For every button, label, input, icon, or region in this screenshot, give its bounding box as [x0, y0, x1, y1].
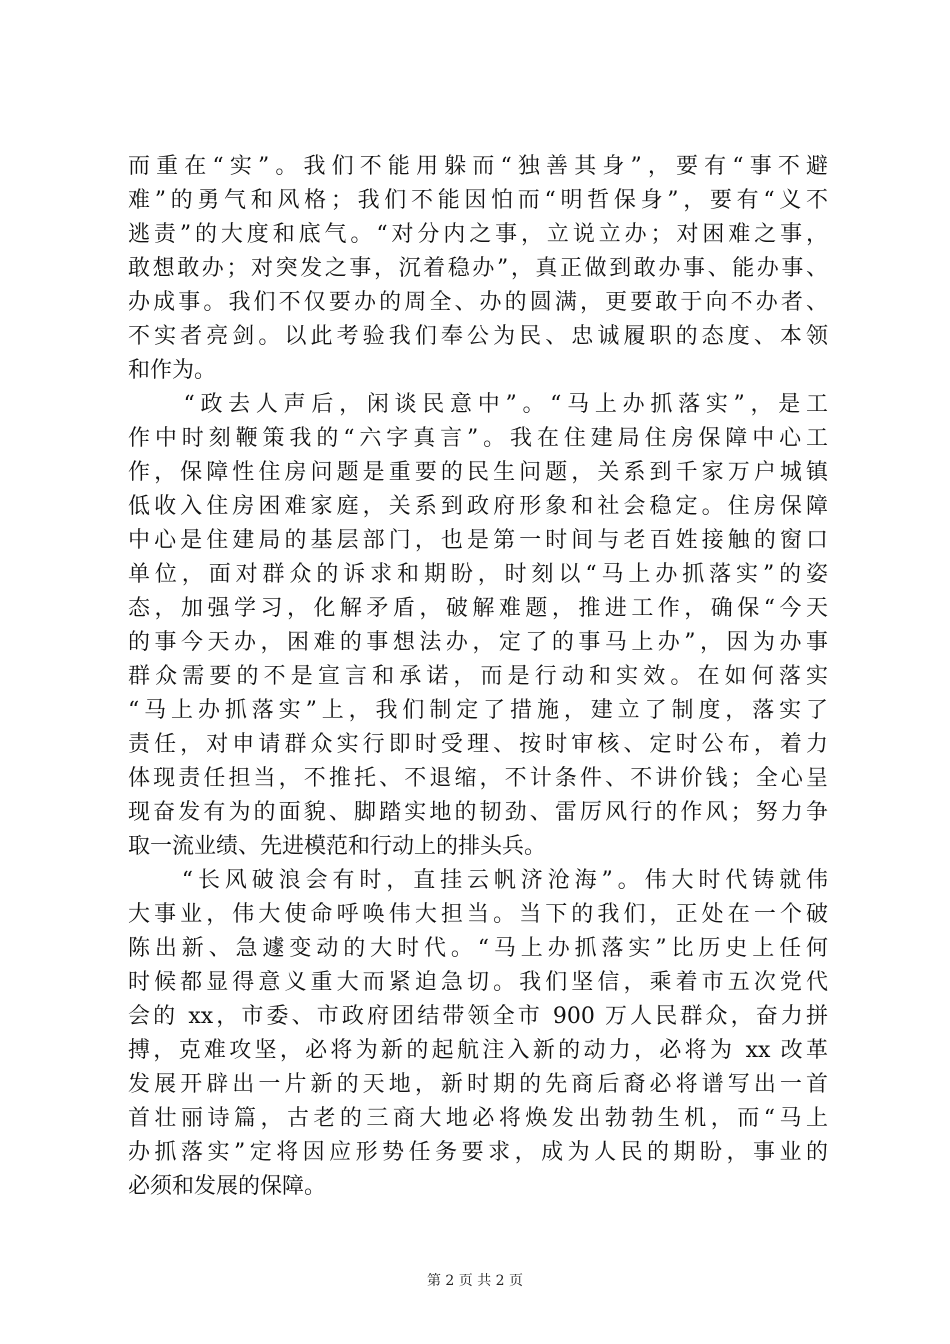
body-text	[128, 150, 828, 1204]
text-line: 的事今天办，困难的事想法办，定了的事马上办”，因为办事	[128, 630, 828, 655]
text-line: 单位，面对群众的诉求和期盼，时刻以“马上办抓落实”的姿	[128, 562, 828, 587]
text-line: 时候都显得意义重大而紧迫急切。我们坚信，乘着市五次党代	[128, 970, 828, 995]
text-line: 发展开辟出一片新的天地，新时期的先商后裔必将谱写出一首	[128, 1072, 828, 1097]
text-line: 和作为。	[128, 358, 217, 383]
text-line: 作中时刻鞭策我的“六字真言”。我在住建局住房保障中心工	[128, 426, 828, 451]
text-line: 作，保障性住房问题是重要的民生问题，关系到千家万户城镇	[128, 460, 828, 485]
text-line: 敢想敢办；对突发之事，沉着稳办”，真正做到敢办事、能办事、	[128, 256, 828, 281]
text-line: 难”的勇气和风格；我们不能因怕而“明哲保身”，要有“义不	[128, 188, 828, 213]
text-line: 逃责”的大度和底气。“对分内之事，立说立办；对困难之事，	[128, 222, 828, 247]
text-line: 群众需要的不是宣言和承诺，而是行动和实效。在如何落实	[128, 664, 828, 689]
text-line: 搏，克难攻坚，必将为新的起航注入新的动力，必将为 xx 改革	[128, 1038, 828, 1063]
text-line: 首壮丽诗篇，古老的三商大地必将焕发出勃勃生机，而“马上	[128, 1106, 828, 1131]
text-line: 不实者亮剑。以此考验我们奉公为民、忠诚履职的态度、本领	[128, 324, 828, 349]
text-line: 办抓落实”定将因应形势任务要求，成为人民的期盼，事业的	[128, 1140, 828, 1165]
text-line: 态，加强学习，化解矛盾，破解难题，推进工作，确保“今天	[128, 596, 828, 621]
text-line: 体现责任担当，不推托、不退缩，不计条件、不讲价钱；全心呈	[128, 766, 828, 791]
text-line: 中心是住建局的基层部门，也是第一时间与老百姓接触的窗口	[128, 528, 828, 553]
text-line: 会的 xx，市委、市政府团结带领全市 900 万人民群众，奋力拼	[128, 1004, 828, 1029]
text-line: 必须和发展的保障。	[128, 1174, 327, 1199]
text-line: “马上办抓落实”上，我们制定了措施，建立了制度，落实了	[128, 698, 828, 723]
text-line: 陈出新、急遽变动的大时代。“马上办抓落实”比历史上任何	[128, 936, 828, 961]
text-line: 低收入住房困难家庭，关系到政府形象和社会稳定。住房保障	[128, 494, 828, 519]
text-line: 而重在“实”。我们不能用躲而“独善其身”，要有“事不避	[128, 154, 828, 179]
text-line: 大事业，伟大使命呼唤伟大担当。当下的我们，正处在一个破	[128, 902, 828, 927]
text-line: 责任，对申请群众实行即时受理、按时审核、定时公布，着力	[128, 732, 828, 757]
text-line: 现奋发有为的面貌、脚踏实地的韧劲、雷厉风行的作风；努力争	[128, 800, 828, 825]
text-line: 办成事。我们不仅要办的周全、办的圆满，更要敢于向不办者、	[128, 290, 828, 315]
text-line: “政去人声后，闲谈民意中”。“马上办抓落实”，是工	[128, 392, 828, 417]
text-line: “长风破浪会有时，直挂云帆济沧海”。伟大时代铸就伟	[128, 868, 828, 893]
text-line: 取一流业绩、先进模范和行动上的排头兵。	[128, 834, 547, 859]
page-footer: 第 2 页 共 2 页	[426, 1273, 524, 1289]
